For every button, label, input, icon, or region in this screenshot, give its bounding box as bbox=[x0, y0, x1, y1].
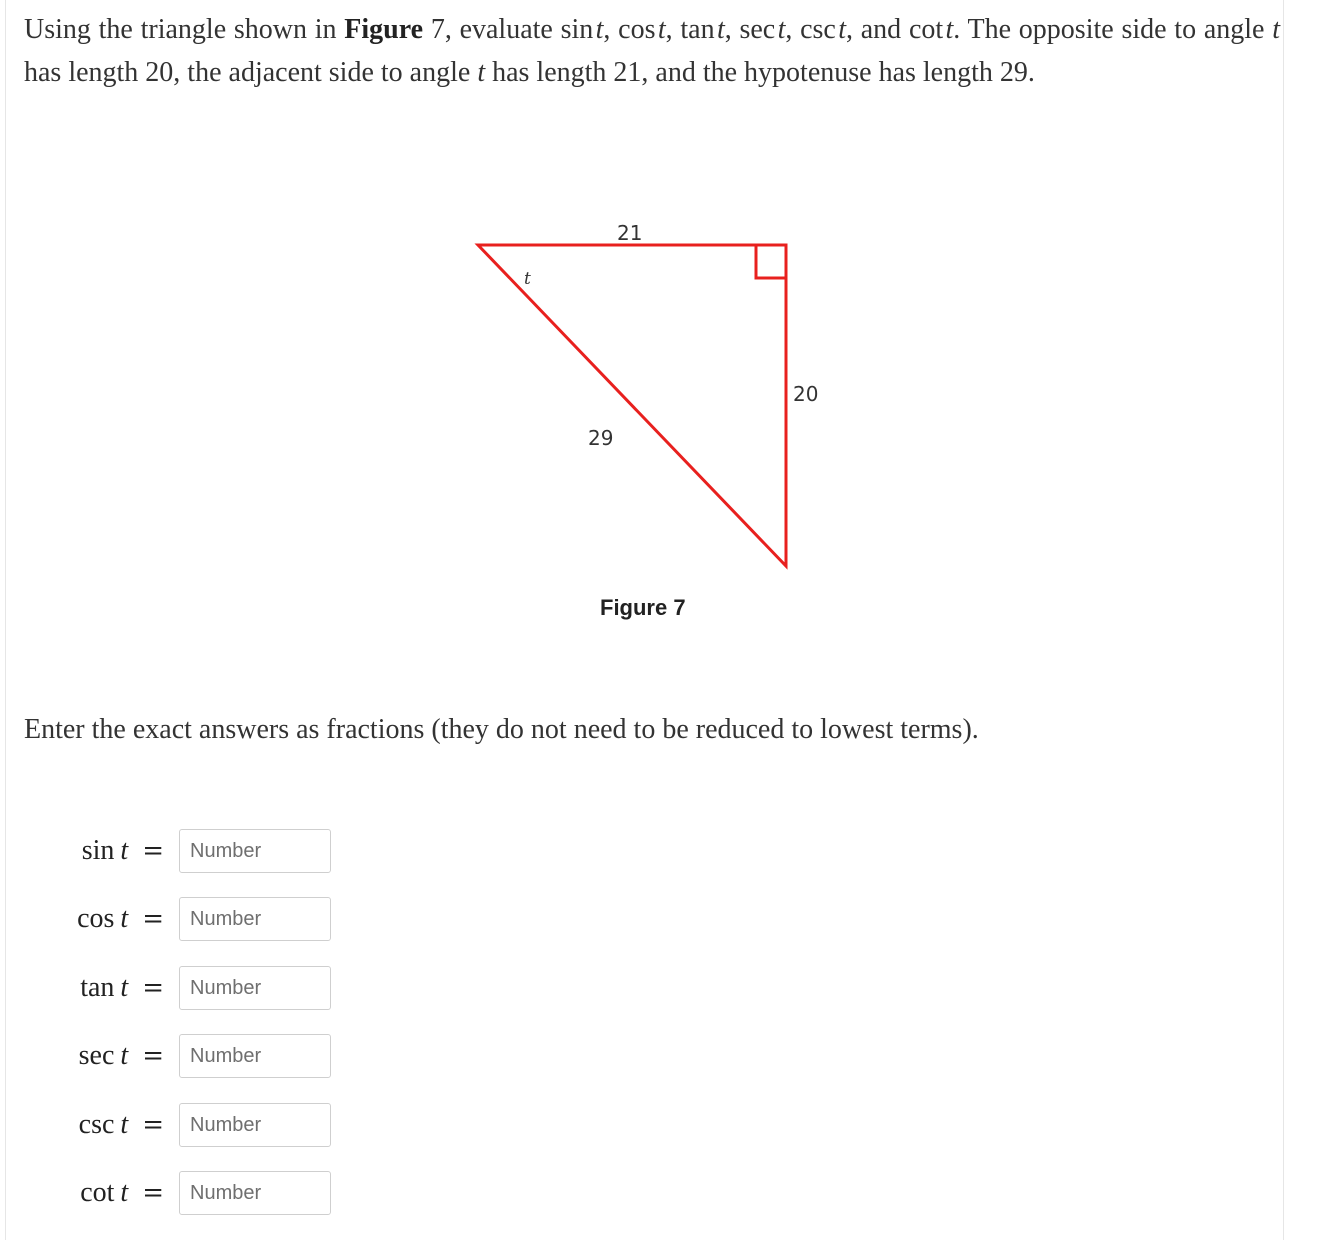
tan-t-input[interactable] bbox=[179, 966, 331, 1010]
instructions-text: Enter the exact answers as fractions (they do not need to be reduced to lowest terms). bbox=[24, 714, 979, 745]
sec-t-input[interactable] bbox=[179, 1034, 331, 1078]
answer-row-sec bbox=[0, 1034, 400, 1078]
triangle-figure bbox=[440, 200, 860, 640]
cos-t-input[interactable] bbox=[179, 897, 331, 941]
question-text-part: has length 21, and the hypotenuse has length 29. bbox=[485, 57, 1035, 88]
question-text-part: The opposite side to angle bbox=[967, 14, 1273, 45]
question-text bbox=[24, 8, 1280, 94]
variable-t: t bbox=[477, 57, 486, 88]
cot-t-input[interactable] bbox=[179, 1171, 331, 1215]
answer-label: tan t = bbox=[80, 972, 164, 1003]
answer-label: sec t = bbox=[78, 1040, 164, 1071]
question-text-part: Using the triangle shown in bbox=[24, 14, 345, 45]
figure-reference: Figure bbox=[344, 14, 424, 45]
answer-row-tan bbox=[0, 966, 400, 1010]
label-angle-t: t bbox=[524, 269, 531, 289]
triangle-outline bbox=[478, 245, 786, 566]
label-adjacent-side: 21 bbox=[617, 221, 643, 245]
answer-label: sin t = bbox=[81, 835, 164, 866]
label-hypotenuse: 29 bbox=[588, 426, 614, 450]
question-text-part: has length 20, the adjacent side to angle bbox=[24, 57, 478, 88]
figure-caption: Figure 7 bbox=[600, 595, 686, 620]
answer-row-sin bbox=[0, 829, 400, 873]
right-angle-marker bbox=[756, 245, 786, 278]
answer-label: csc t = bbox=[78, 1109, 164, 1140]
answer-label: cos t = bbox=[77, 903, 164, 934]
answer-row-csc bbox=[0, 1103, 400, 1147]
answer-label: cot t = bbox=[80, 1177, 164, 1208]
fn-tan: tan t, bbox=[680, 14, 740, 45]
fn-cot: cot t. bbox=[908, 14, 968, 45]
sin-t-input[interactable] bbox=[179, 829, 331, 873]
question-text-part: 7, evaluate bbox=[423, 14, 561, 45]
fn-sin: sin t, bbox=[560, 14, 619, 45]
fn-cos: cos t, bbox=[618, 14, 681, 45]
label-opposite-side: 20 bbox=[793, 382, 819, 406]
fn-sec: sec t, bbox=[739, 14, 801, 45]
variable-t: t bbox=[1272, 14, 1280, 45]
fn-csc: csc t, and bbox=[800, 14, 909, 45]
answer-row-cot bbox=[0, 1171, 400, 1215]
csc-t-input[interactable] bbox=[179, 1103, 331, 1147]
triangle-shape bbox=[478, 245, 786, 566]
answer-row-cos bbox=[0, 897, 400, 941]
